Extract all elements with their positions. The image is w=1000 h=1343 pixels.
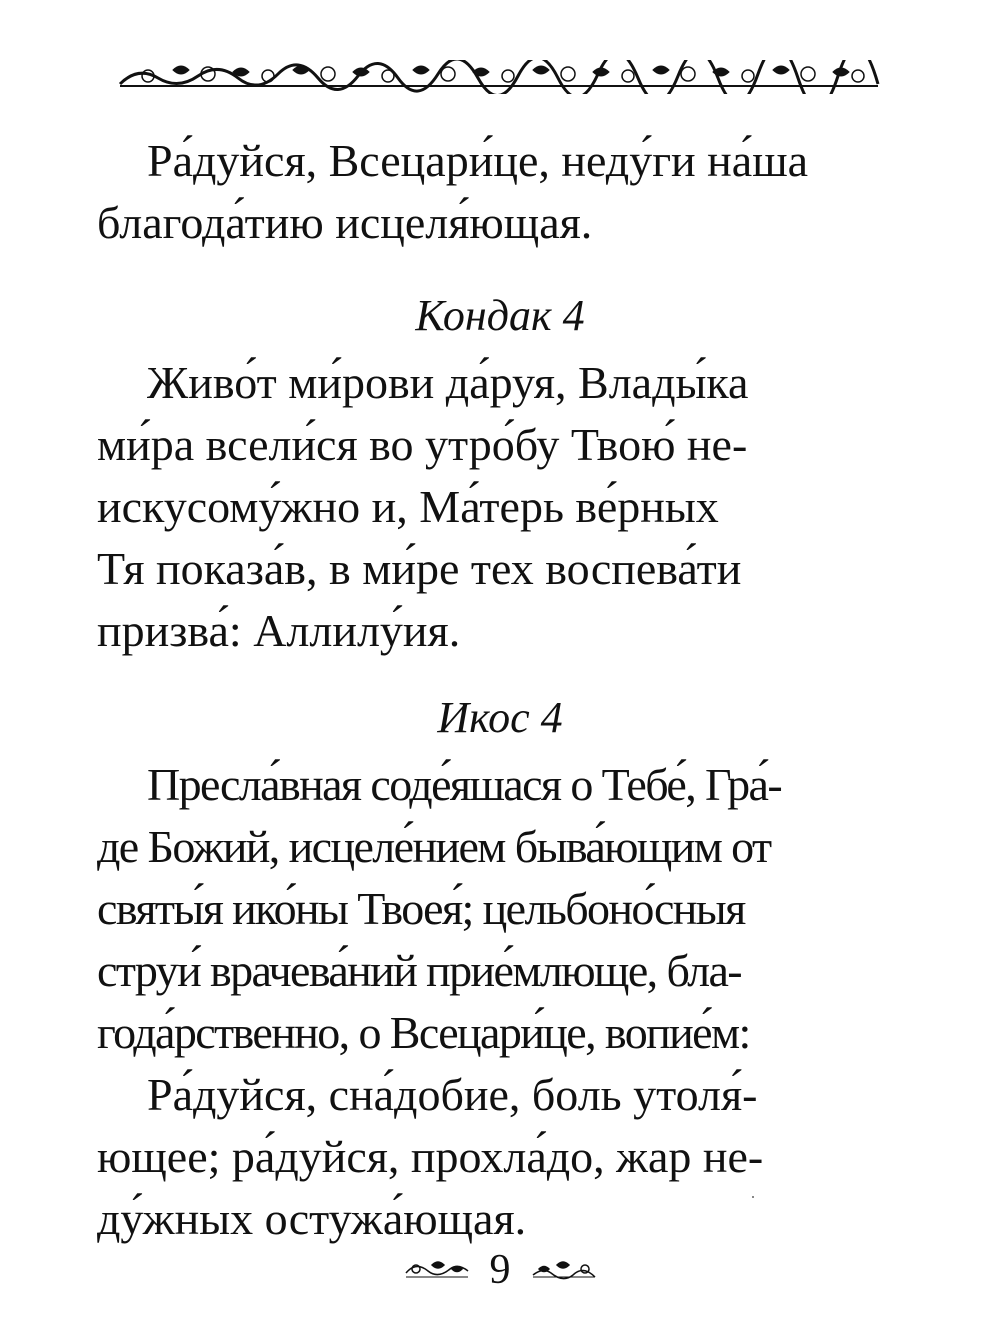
paragraph-line: Живо́т ми́рови да́руя, Влады́ка (147, 357, 749, 408)
floral-ornament-left-icon (402, 1257, 472, 1283)
page-number: 9 (489, 1247, 511, 1293)
opening-paragraph (97, 130, 887, 254)
paragraph-line: призва́: Аллилу́ия. (97, 605, 461, 656)
kondak-heading: Кондак 4 (415, 291, 585, 340)
print-speck (752, 1196, 754, 1198)
paragraph-line: ду́жных остужа́ющая. (97, 1193, 527, 1244)
paragraph-line: ющее; ра́дуйся, прохла́до, жар не- (97, 1131, 764, 1182)
paragraph-line: ми́ра всели́ся во утро́бу Твою́ не- (97, 419, 748, 470)
paragraph-line: Тя показа́в, в ми́ре тех воспева́ти (97, 543, 742, 594)
paragraph-line: искусому́жно и, Ма́терь ве́рных (97, 481, 719, 532)
floral-ornament-right-icon (529, 1257, 599, 1283)
paragraph-line: Пресла́вная соде́яшася о Тебе́, Гра́- (147, 759, 782, 810)
kondak-paragraph (97, 352, 887, 662)
page-footer (0, 1245, 1000, 1295)
paragraph-line: струи́ врачева́ний прие́млюще, бла- (97, 945, 741, 996)
paragraph-line: де Божий, исцеле́нием быва́ющим от (97, 821, 771, 872)
paragraph-line: года́рственно, о Всецари́це, вопие́м: (97, 1007, 750, 1058)
paragraph-line: благода́тию исцеля́ющая. (97, 197, 593, 248)
paragraph-line: Ра́дуйся, сна́добие, боль утоля́- (147, 1069, 758, 1120)
ikos-paragraph (97, 754, 887, 1250)
paragraph-line: святы́я ико́ны Твоея́; цельбоно́сныя (97, 883, 745, 934)
decorative-border-ornament (118, 60, 880, 94)
ikos-heading: Икос 4 (437, 693, 563, 742)
paragraph-line: Ра́дуйся, Всецари́це, неду́ги на́ша (147, 135, 809, 186)
